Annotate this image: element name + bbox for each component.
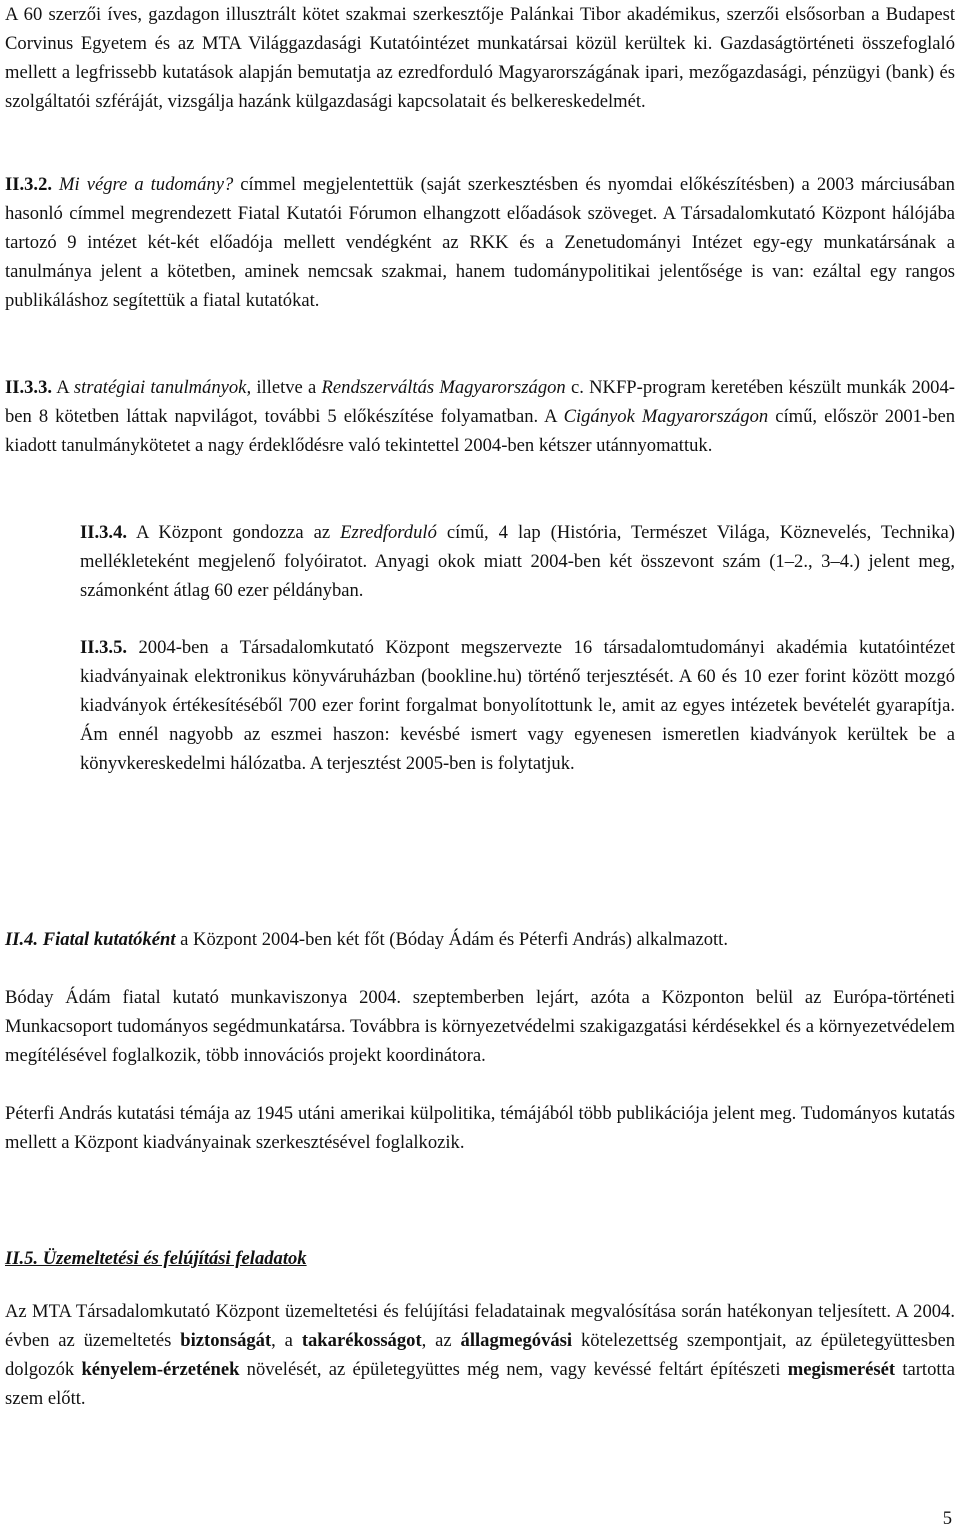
- publication-title: Mi végre a tudomány?: [59, 174, 234, 195]
- page-number: 5: [942, 1508, 952, 1529]
- section-number: II.3.3.: [5, 377, 53, 398]
- section-number: II.4.: [5, 929, 39, 950]
- paragraph-intro: A 60 szerzői íves, gazdagon illusztrált kötet szakmai szerkesztője Palánkai Tibor akadémikus, szerzői elsősorban a Budapest Corvinus Egyetem és az MTA Világgazdasági Kutatóintézet munkatársai közül kerültek ki. Gazdaságtörténeti összefoglaló mellett a legfrissebb kutatások alapján bemutatja az ezredforduló Magyarországának ipari, mezőgazdasági, pénzügyi (bank) és szolgáltatói szféráját, vizsgálja hazánk külgazdasági kapcsolatait és belkereskedelmét.: [5, 4, 955, 112]
- section-number: II.3.5.: [80, 637, 128, 658]
- paragraph-section-2-3-5: II.3.5. 2004-ben a Társadalomkutató Központ megszervezte 16 társadalomtudományi akadémia kutatóintézet kiadványainak elektronikus könyváruházban (bookline.hu) történő terjesztését. A 60 és 10 ezer forint között mozgó kiadványok értékesítéséből 700 ezer forint forgalmat bonyolítottunk le, amit az egyes intézetek bevételét gyarapítja. Ám ennél nagyobb az eszmei haszon: kevésbé ismert vagy egyenesen ismeretlen kiadványok kerültek be a könyvkereskedelmi hálózatba. A terjesztést 2005-ben is folytatjuk.: [80, 637, 955, 774]
- paragraph-section-2-5: Az MTA Társadalomkutató Központ üzemeltetési és felújítási feladatainak megvalósítása során hatékonyan teljesített. A 2004. évben az üzemeltetés biztonságát, a takarékosságot, az állagmegóvási kötelezettség szempontjait, az épületegyüttesben dolgozók kényelem-érzetének növelését, az épületegyüttes még nem, vagy kevéssé feltárt építészeti megismerését tartotta szem előtt.: [5, 1301, 956, 1409]
- paragraph-section-2-3-2: II.3.2. Mi végre a tudomány? címmel megjelentettük (saját szerkesztésben és nyomdai előkészítésben) a 2003 márciusában hasonló címmel megrendezett Fiatal Kutatói Fórumon elhangzott előadások szöveget. A Társadalomkutató Központ hálójába tartozó 9 intézet két-két előadója mellett vendégként az RKK és a Zenetudományi Intézet egy-egy munkatársának a tanulmánya jelent a kötetben, aminek nemcsak szakmai, hanem tudománypolitikai jelentősége is van: ezáltal egy rangos publikáláshoz segítettük a fiatal kutatókat.: [5, 174, 955, 311]
- paragraph-peterfi: Péterfi András kutatási témája az 1945 utáni amerikai külpolitika, témájából több publikációja jelent meg. Tudományos kutatás mellett a Központ kiadványainak szerkesztésével foglalkozik.: [5, 1103, 955, 1153]
- section-heading-2-5: II.5. Üzemeltetési és felújítási feladatok: [5, 1248, 307, 1269]
- paragraph-section-2-3-3: II.3.3. A stratégiai tanulmányok, illetve a Rendszerváltás Magyarországon c. NKFP-program keretében készült munkák 2004-ben 8 kötetben láttak napvilágot, további 5 előkészítése folyamatban. A Cigányok Magyarországon című, először 2001-ben kiadott tanulmánykötetet a nagy érdeklődésre való tekintettel 2004-ben kétszer utánnyomattuk.: [5, 377, 955, 456]
- paragraph-section-2-3-4: II.3.4. A Központ gondozza az Ezredforduló című, 4 lap (História, Természet Világa, Köznevelés, Technika) mellékleteként megjelenő folyóiratot. Anyagi okok miatt 2004-ben két összevont szám (1–2., 3–4.) jelent meg, számonként átlag 60 ezer példányban.: [80, 522, 955, 601]
- paragraph-boday: Bóday Ádám fiatal kutató munkaviszonya 2004. szeptemberben lejárt, azóta a Központon belül az Európa-történeti Munkacsoport tudományos segédmunkatársa. Továbbra is környezetvédelmi szakigazgatási kérdésekkel és a környezetvédelem megítélésével foglalkozik, több innovációs projekt koordinátora.: [5, 987, 955, 1066]
- section-title: Fiatal kutatóként: [42, 929, 176, 950]
- section-number: II.3.2.: [5, 174, 53, 195]
- section-number: II.3.4.: [80, 522, 128, 543]
- paragraph-section-2-4: II.4. Fiatal kutatóként a Központ 2004-ben két főt (Bóday Ádám és Péterfi András) alkalmazott.: [5, 929, 728, 950]
